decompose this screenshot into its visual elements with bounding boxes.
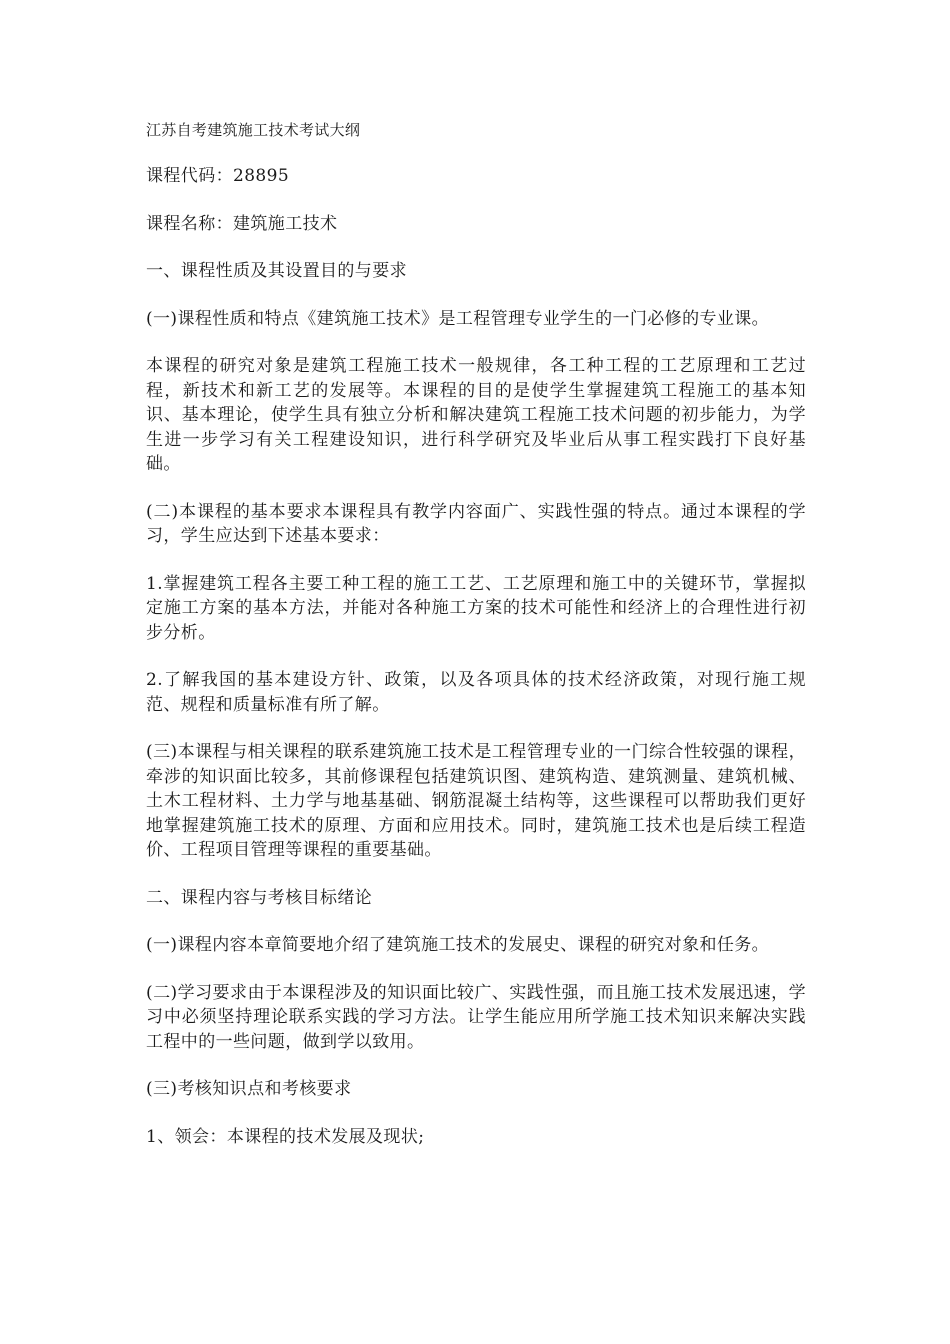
paragraph-nature: (一)课程性质和特点《建筑施工技术》是工程管理专业学生的一门必修的专业课。 [146, 308, 770, 329]
document-title: 江苏自考建筑施工技术考试大纲 [146, 121, 361, 139]
paragraph-objectives: 本课程的研究对象是建筑工程施工技术一般规律，各工种工程的工艺原理和工艺过程，新技术和新工艺的发展等。本课程的目的是使学生掌握建筑工程施工的基本知识、基本理论，使学生具有独立分析和解决建筑工程施工技术问题的初步能力，为学生进一步学习有关工程建设知识，进行科学研究及毕业后从事工程实践打下良好基础。 [146, 356, 806, 474]
paragraph-content: (一)课程内容本章简要地介绍了建筑施工技术的发展史、课程的研究对象和任务。 [146, 935, 770, 955]
document-page [146, 118, 806, 1172]
paragraph-study-requirements: (二)学习要求由于本课程涉及的知识面比较广、实践性强，而且施工技术发展迅速，学习中必须坚持理论联系实践的学习方法。让学生能应用所学施工技术知识来解决实践工程中的一些问题，做到学以致用。 [146, 982, 806, 1052]
section-heading-2: 二、课程内容与考核目标绪论 [146, 887, 373, 908]
course-name: 课程名称：建筑施工技术 [146, 213, 338, 234]
list-item-comprehend: 1、领会：本课程的技术发展及现状; [146, 1126, 425, 1147]
course-code: 课程代码：28895 [146, 166, 290, 186]
paragraph-related-courses: (三)本课程与相关课程的联系建筑施工技术是工程管理专业的一门综合性较强的课程，牵涉的知识面比较多，其前修课程包括建筑识图、建筑构造、建筑测量、建筑机械、土木工程材料、土力学与地基基础、钢筋混凝土结构等，这些课程可以帮助我们更好地掌握建筑施工技术的原理、方面和应用技术。同时，建筑施工技术也是后续工程造价、工程项目管理等课程的重要基础。 [146, 742, 806, 860]
section-heading-1: 一、课程性质及其设置目的与要求 [146, 261, 407, 281]
list-item-2: 2.了解我国的基本建设方针、政策，以及各项具体的技术经济政策，对现行施工规范、规程和质量标准有所了解。 [146, 670, 806, 715]
paragraph-requirements: (二)本课程的基本要求本课程具有教学内容面广、实践性强的特点。通过本课程的学习，学生应达到下述基本要求： [146, 501, 806, 546]
subheading-assessment: (三)考核知识点和考核要求 [146, 1079, 352, 1099]
list-item-1: 1.掌握建筑工程各主要工种工程的施工工艺、工艺原理和施工中的关键环节，掌握拟定施工方案的基本方法，并能对各种施工方案的技术可能性和经济上的合理性进行初步分析。 [146, 573, 806, 643]
